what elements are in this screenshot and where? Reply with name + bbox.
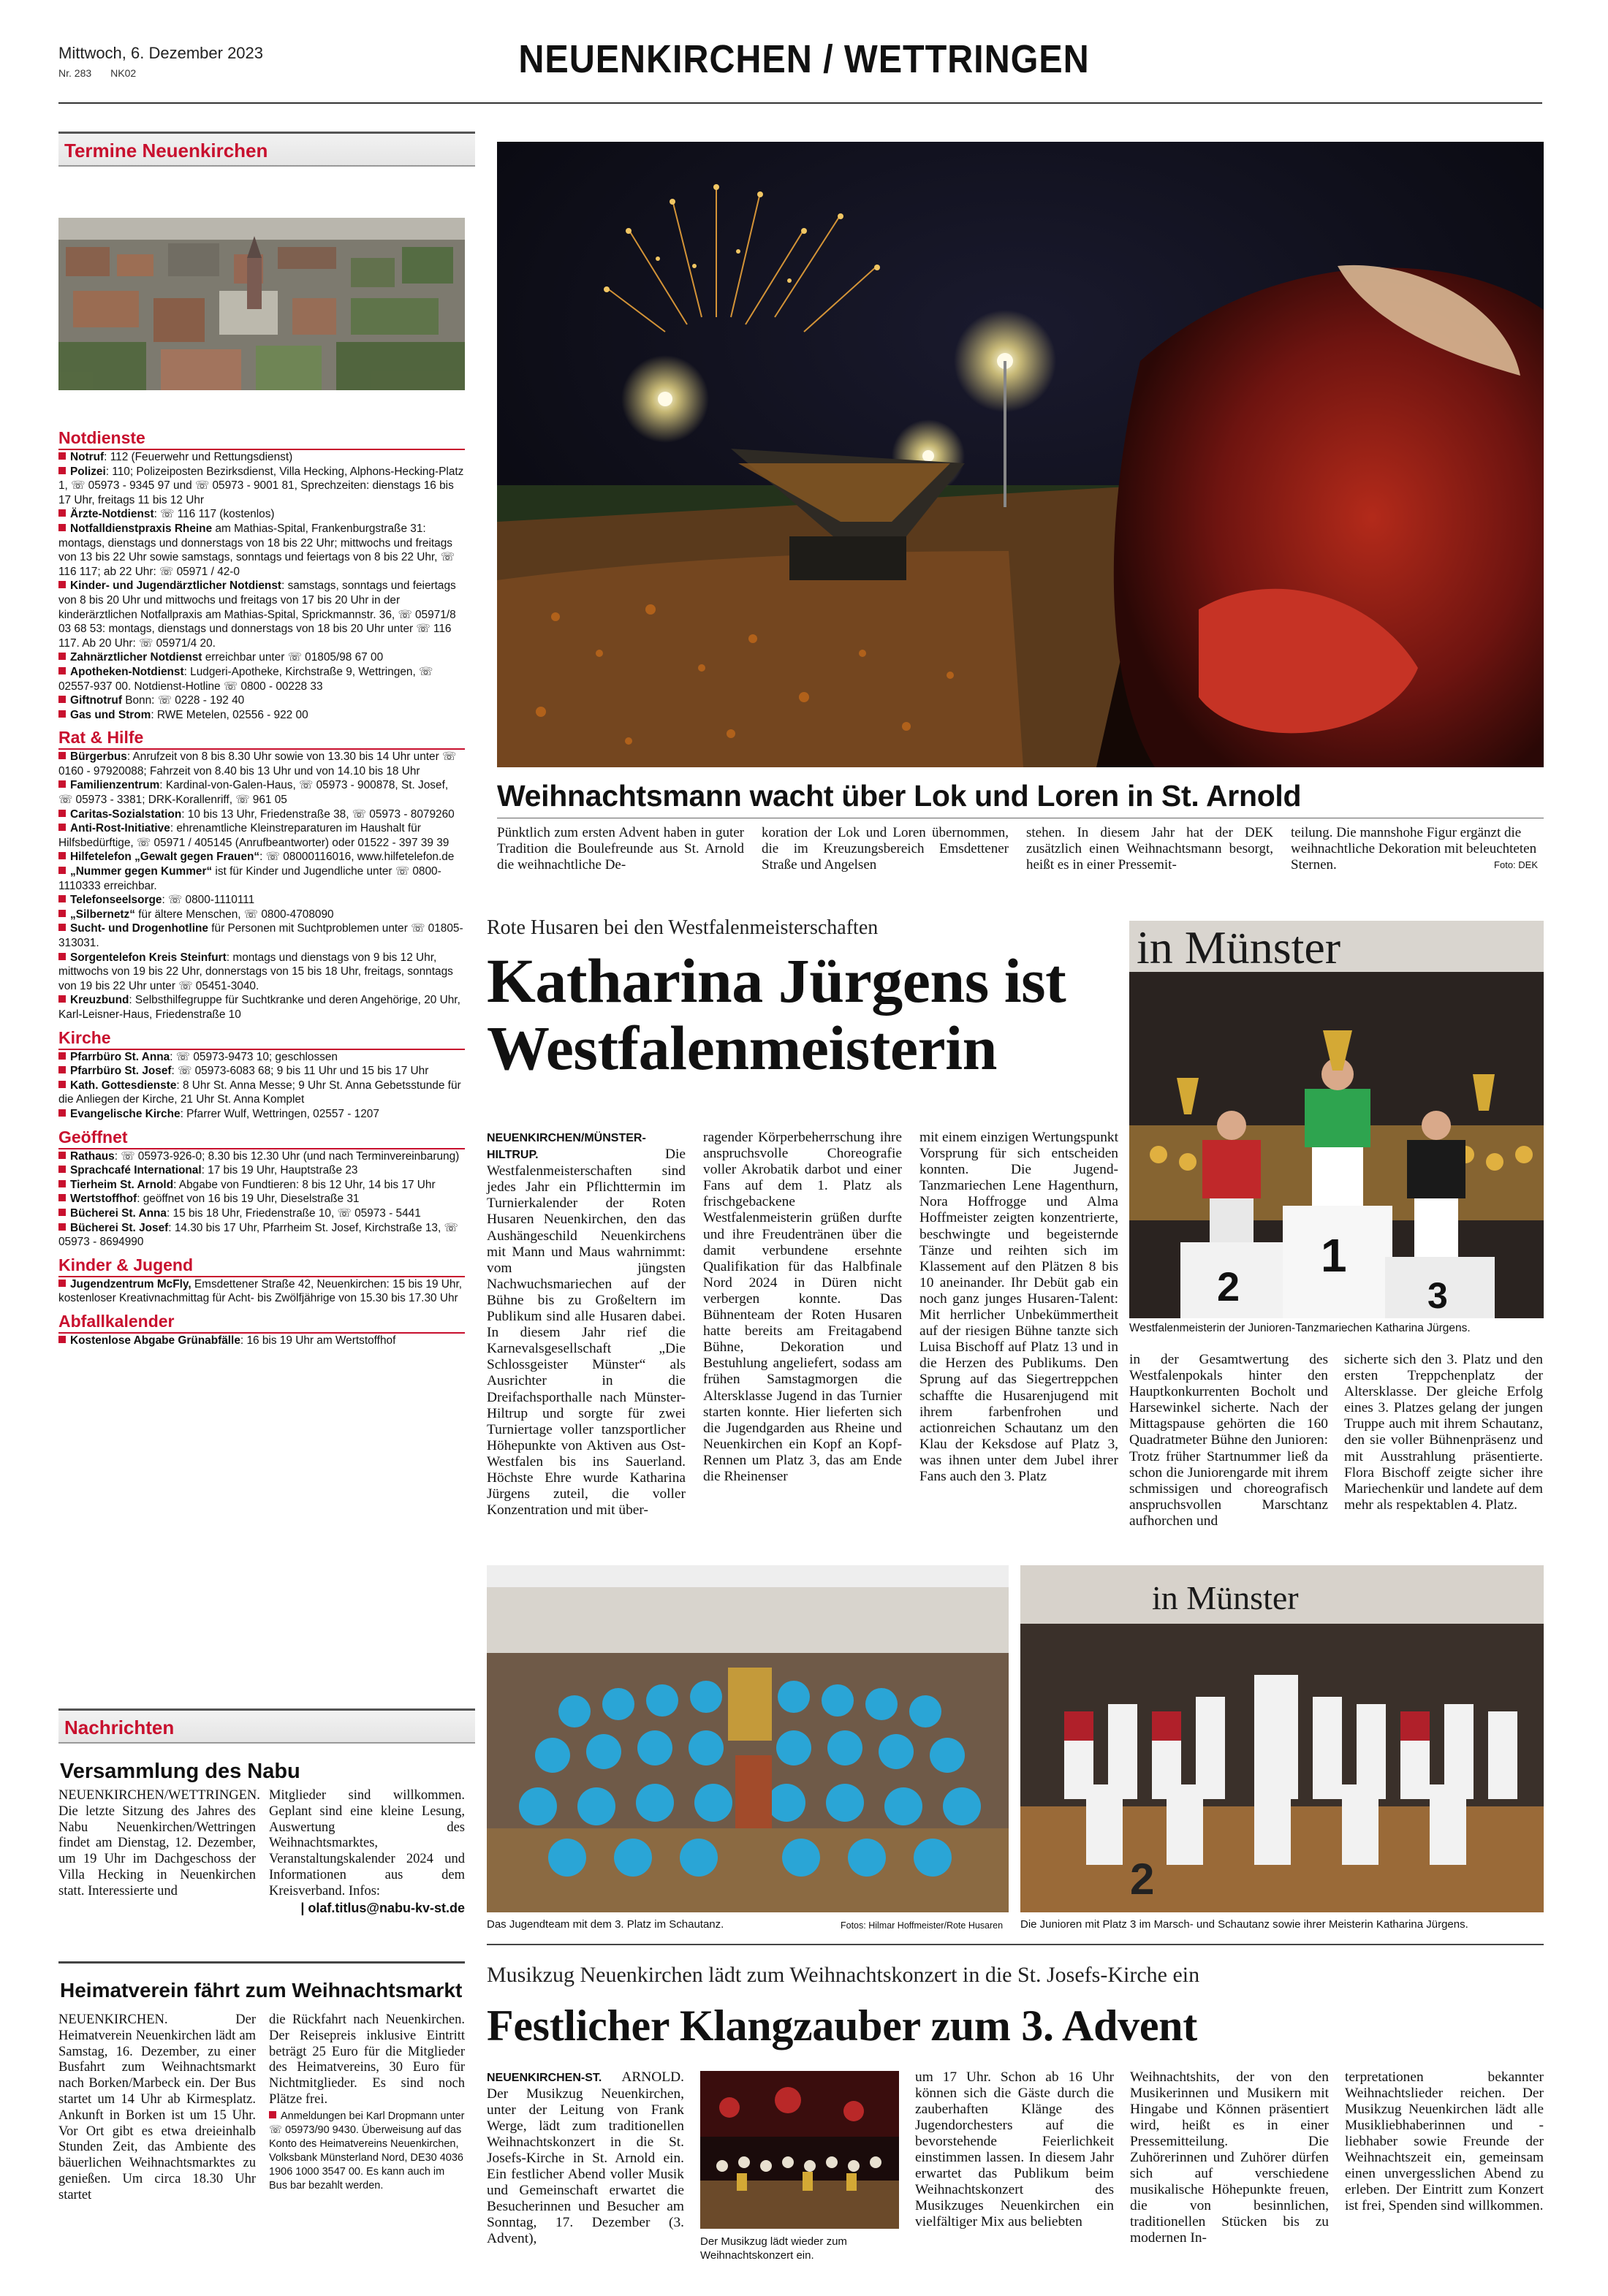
bullet-icon [58,1223,66,1231]
youth-photo-caption: Das Jugendteam mit dem 3. Platz im Schautanz. [487,1918,724,1931]
sidebar-title: Termine Neuenkirchen [64,140,268,161]
concert-col-2: um 17 Uhr. Schon ab 16 Uhr können sich die Gäste durch die zauberhaften Klänge des Jugendorchesters auf die bevorstehende Feierlichkeit einstimmen lassen. In diesem Jahr erwartet das Publikum beim Weihnachtskonzert des Musikzuges Neuenkirchen ein vielfältiger Mix aus beliebten [915,2069,1114,2230]
sidebar-listing-item: Sprachcafé International: 17 bis 19 Uhr, Hauptstraße 23 [58,1163,465,1178]
bullet-icon [58,696,66,703]
orchestra-caption: Der Musikzug lädt wieder zum Weihnachtskonzert ein. [700,2235,847,2262]
bullet-icon [58,524,66,531]
main-story-columns [487,1130,1123,1518]
podium-winner-photo [1129,921,1544,1318]
orchestra-graphic [700,2071,899,2229]
news-item-2-col2: die Rückfahrt nach Neuenkirchen. Der Reisepreis inklusive Eintritt beträgt 25 Euro für die Mitglieder des Heimatvereins, 30 Euro für Nichtmitglieder. Es sind noch Plätze frei. [269,2012,465,2107]
podium-2: 2 [1217,1263,1240,1309]
sidebar-listing-item: Giftnotruf Bonn: ☏ 0228 - 192 40 [58,693,465,708]
news-item-2-note [269,2110,465,2193]
news-item-2-headline: Heimatverein fährt zum Weihnachtsmarkt [60,1979,463,2002]
news-item-1-headline: Versammlung des Nabu [60,1760,300,1783]
header-issue [58,67,136,79]
lead-headline: Weihnachtsmann wacht über Lok und Loren in St. Arnold [497,779,1302,813]
podium-sign-text: in Münster [1137,921,1341,973]
sidebar-listing-item: Pfarrbüro St. Anna: ☏ 05973-9473 10; geschlossen [58,1050,465,1065]
concert-col-3: Weihnachtshits, der von den Musikerinnen und Musikern mit Hingabe und Können präsentiert wird, heißt es in einer Pressemitteilung. Die Zuhörerinnen und Zuhörer dürfen sich auf verschiedene musikalische Höhepunkte freuen, die von besinnlichen, traditionellen Stücken bis zu modernen In- [1130,2069,1329,2246]
sidebar-listing-item: Bücherei St. Josef: 14.30 bis 17 Uhr, Pfarrheim St. Josef, Kirchstraße 13, ☏ 05973 - 8694990 [58,1221,458,1249]
sidebar-section-heading: Notdienste [58,428,465,450]
lead-story [497,779,1544,873]
news-item-1 [58,1760,465,1916]
news-box [58,1708,475,2286]
bullet-icon [58,867,66,874]
sidebar-listing-item: Ärzte-Notdienst: ☏ 116 117 (kostenlos) [58,507,465,522]
bullet-icon [58,1336,66,1343]
juniors-team-photo [1020,1565,1544,1912]
main-col-2: ragender Körperbeherrschung ihre anspruchsvolle Choreografie voller Akrobatik darbot und einer Fans auf dem 1. Platz als frischgebackene Westfalenmeisterin grüßen durfte und ihre Freudentränen über die damit verbundene ersehnte Qualifikation für das Halbfinale Nord 2024 in Düren nicht verbergen konnte. Das Bühnenteam der Roten Husaren hatte bereits am Freitagabend Bühne, Dekoration und Bestuhlung angeliefert, sodass am frühen Samstagmorgen die Altersklasse Jugend in das Turnier starten konnte. Hier lieferten sich die Jugendgarden aus Rheine und Neuenkirchen ein Kopf an Kopf-Rennen um Platz 3, das am Ende die Rheinenser [703,1130,902,1484]
bullet-icon [58,824,66,831]
bullet-icon [58,895,66,902]
lead-photo-santa-locomotive [497,142,1544,767]
sidebar-listing-item: Notruf: 112 (Feuerwehr und Rettungsdienst) [58,450,465,465]
sidebar-section-heading: Kirche [58,1028,465,1050]
aerial-photo-graphic [58,218,465,390]
bullet-icon [58,810,66,817]
sidebar-listing-item: „Silbernetz“ für ältere Menschen, ☏ 0800-4708090 [58,908,465,922]
juniors-sign-text: in Münster [1152,1579,1299,1616]
news-title-bar [58,1708,475,1744]
sidebar-listing-item: Rathaus: ☏ 05973-926-0; 8.30 bis 12.30 Uhr (und nach Terminvereinbarung) [58,1149,465,1164]
bullet-icon [58,953,66,960]
bullet-icon [58,1081,66,1088]
sidebar-section-heading: Geöffnet [58,1128,465,1149]
bullet-icon [58,509,66,517]
sidebar-section-heading: Rat & Hilfe [58,728,465,750]
sidebar-listing-item: Kreuzbund: Selbsthilfegruppe für Suchtkranke und deren Angehörige, 20 Uhr, Karl-Leisner-Haus, Friedenstraße 10 [58,994,460,1021]
news-item-2-note-text: Anmeldungen bei Karl Dropmann unter ☏ 05973/90 9430. Überweisung auf das Konto des Heimatvereins Neuenkirchen, Volksbank Münsterland Nord, DE30 4036 1906 1000 3547 00. Es kann auch im Bus bar bezahlt werden. [269,2110,465,2192]
sidebar-section-heading: Abfallkalender [58,1312,465,1334]
sidebar-listing-item: „Nummer gegen Kummer“ ist für Kinder und Jugendliche unter ☏ 0800-1110333 erreichbar. [58,865,441,892]
bullet-icon [58,995,66,1003]
issue-number: Nr. 283 [58,67,92,79]
bullet-icon [58,1194,66,1201]
sidebar-listing-item: Kath. Gottesdienste: 8 Uhr St. Anna Messe; 9 Uhr St. Anna Gebetsstunde für die Anliegen der Kirche, 21 Uhr St. Anna Komplet [58,1079,461,1106]
sidebar-listing-item: Apotheken-Notdienst: Ludgeri-Apotheke, Kirchstraße 9, Wettringen, ☏ 02557-937 00. Notdienst-Hotline ☏ 0800 - 00228 33 [58,665,433,693]
header-rule [58,102,1542,104]
main-story-columns-right [1129,1352,1544,1529]
edition-code: NK02 [110,67,137,79]
bullet-icon [58,1109,66,1117]
sidebar-listing-item: Sucht- und Drogenhotline für Personen mit Suchtproblemen unter ☏ 01805-313031. [58,922,463,949]
news-item-2 [58,1979,465,2204]
bullet-icon [58,710,66,718]
podium-1: 1 [1321,1229,1347,1282]
juniors-podium-2: 2 [1130,1855,1155,1904]
concert-divider [487,1944,1544,1945]
bullet-icon [58,1166,66,1173]
concert-columns [487,2069,1544,2262]
bullet-icon [58,852,66,859]
bullet-icon [58,1152,66,1159]
sidebar-title-bar [58,132,475,167]
main-col-3: mit einem einzigen Wertungspunkt Vorsprung für sich entscheiden konnten. Die Jugend-Tanzmariechen Lene Hagenthurn, Nora Hoffrogge und Alma Hoffmeister zeigten konzentrierte, beschwingte und begeisternde Tänze und reihten sich im Klassement auf den Plätzen 8 bis 10 aneinander. Ihr Debüt gab ein noch ganz junges Husaren-Talent: Mit herrlicher Unbekümmertheit auf der riesigen Bühne tanzte sich Luisa Bischoff auf Platz 13 und in die Herzen des Publikums. Den Sprung auf das Siegertreppchen schaffte die Husarenjugend mit ihrem farbenfrohen und actionreichen Schautanz um den Klau der Keksdose auf Platz 3, was ihnen unter dem Jubel ihrer Fans auch den 3. Platz [919,1130,1118,1484]
bullet-icon [58,667,66,674]
concert-headline: Festlicher Klangzauber zum 3. Advent [487,2002,1197,2050]
lead-photo-credit: Foto: DEK [1494,859,1538,870]
sidebar-listing-item: Bücherei St. Anna: 15 bis 18 Uhr, Friedenstraße 10, ☏ 05973 - 5441 [58,1206,465,1221]
bullet-icon [58,653,66,660]
sidebar-listing-item: Jugendzentrum McFly, Emsdettener Straße 42, Neuenkirchen: 15 bis 19 Uhr, kostenloser Kreativnachmittag für Acht- bis Zwölfjährige von 15.30 bis 17.30 Uhr [58,1277,463,1305]
podium-3: 3 [1427,1275,1448,1316]
lead-col-4: teilung. Die mannshohe Figur ergänzt die weihnachtliche Dekoration mit beleuchteten Sternen. [1291,825,1537,873]
juniors-team-graphic [1020,1565,1544,1912]
bullet-icon [58,1209,66,1216]
sidebar-listing-item: Sorgentelefon Kreis Steinfurt: montags und dienstags von 9 bis 12 Uhr, mittwochs von 19 bis 22 Uhr, donnerstags von 15 bis 18 Uhr, freitags, sonntags von 19 bis 22 Uhr unter ☏ 05451-3040. [58,951,453,992]
news-divider [58,1961,465,1964]
sidebar-listing-item: Gas und Strom: RWE Metelen, 02556 - 922 00 [58,708,465,723]
main-col-4: in der Gesamtwertung des Westfalenpokals hinter den Hauptkonkurrenten Bocholt und Harsewinkel sicherte. Nach der Mittagspause gehörten die 160 Quadratmeter Bühne den Junioren: Trotz früher Startnummer ließ da schon die Juniorengarde mit ihrem schmissigen und choreografisch anspruchsvollen Marschtanz aufhorchen und [1129,1352,1328,1529]
sidebar-listing-item: Bürgerbus: Anrufzeit von 8 bis 8.30 Uhr sowie von 13.30 bis 14 Uhr unter ☏ 0160 - 97920088; Fahrzeit von 8.40 bis 13 Uhr und von 14.10 bis 18 Uhr [58,750,457,778]
news-item-1-col1: NEUENKIRCHEN/WETTRINGEN. Die letzte Sitzung des Jahres des Nabu Neuenkirchen/Wettringen findet am Dienstag, 12. Dezember, um 19 Uhr im Dachgeschoss der Villa Hecking in Neuenkirchen statt. Interessierte und [58,1788,260,1898]
bullet-icon [58,752,66,759]
bullet-icon [58,1180,66,1187]
sidebar-listing-item: Evangelische Kirche: Pfarrer Wulf, Wettringen, 02557 - 1207 [58,1107,465,1122]
sidebar-listing-item: Hilfetelefon „Gewalt gegen Frauen“: ☏ 08000116016, www.hilfetelefon.de [58,850,465,864]
main-col-1: NEUENKIRCHEN/MÜNSTER-HILTRUP. Die Westfalenmeisterschaften sind jedes Jahr ein Pflichttermin im Turnierkalender der Roten Husaren Neuenkirchen, den das Aushängeschild Neuenkirchens mit Mann und Maus wahrnimmt: vom jüngsten Nachwuchsmariechen auf der Bühne bis zu Großeltern im Publikum sind alle Husaren dabei. In diesem Jahr rief die Karnevalsgesellschaft „Die Schlossgeister Münster“ als Ausrichter in die Dreifachsporthalle nach Münster-Hiltrup und sorgte für zwei Turniertage voller tanzsportlicher Höhepunkte von Aktiven aus Ost-Westfalen bis ins Sauerland. Höchste Ehre wurde Katharina Jürgens zuteil, die voller Konzentration und mit über- [487,1132,686,1518]
sidebar-listing-item: Notfalldienstpraxis Rheine am Mathias-Spital, Frankenburgstraße 31: montags, dienstags und donnerstags von 18 bis 22 Uhr; mittwochs und freitags von 13 bis 22 Uhr sowie samstags, sonntags und feiertags von 8 bis 22 Uhr, ☏ 116 117; ab 22 Uhr: ☏ 05971 / 42-0 [58,522,455,578]
concert-col-4: terpretationen bekannter Weihnachtslieder reichen. Der Musikzug Neuenkirchen lädt alle Musikliebhaberinnen und -liebhaber sowie Freunde der Weihnachtszeit ein, gemeinsam einen unvergesslichen Abend zu erleben. Der Eintritt zum Konzert ist frei, Spenden sind willkommen. [1345,2069,1544,2213]
youth-team-graphic [487,1565,1009,1912]
news-title: Nachrichten [64,1717,175,1738]
main-col-5: sicherte sich den 3. Platz und den ersten Treppchenplatz der Altersklasse. Der gleiche Erfolg eines 3. Platzes gelang der jungen Truppe auch mit ihrem Schautanz, den sie voller Bühnenpräsenz und mit Ausstrahlung präsentierte. Flora Bischoff zeigte sicher ihre Mariechenkür und landete auf dem mehr als respektablen 4. Platz. [1344,1352,1543,1513]
sidebar-listing-item: Telefonseelsorge: ☏ 0800-1110111 [58,893,465,908]
news-item-1-col2: Mitglieder sind willkommen. Geplant sind eine kleine Lesung, Auswertung des Weihnachtsmarktes, Veranstaltungskalender 2024 und Informationen aus dem Kreisverband. Infos: [269,1788,465,1898]
bullet-icon [58,1280,66,1287]
juniors-photo-caption: Die Junioren mit Platz 3 im Marsch- und Schautanz sowie ihrer Meisterin Katharina Jürgens. [1020,1918,1468,1931]
bullet-icon [58,924,66,931]
bullet-icon [58,452,66,460]
sidebar-listing-item: Kinder- und Jugendärztlicher Notdienst: samstags, sonntags und feiertags von 8 bis 20 Uhr und mittwochs und freitags von 17 bis 20 Uhr in der kinderärztlichen Notfallpraxis am Mathias-Spital, Sprickmannstr. 36, ☏ 05971/8 03 68 53: montags, dienstags und donnerstags von 18 bis 20 Uhr unter ☏ 116 117. Ab 20 Uhr: ☏ 05971/4 20. [58,579,456,650]
sidebar [58,132,475,1717]
concert-col-1: NEUENKIRCHEN-ST. ARNOLD. Der Musikzug Neuenkirchen, unter der Leitung von Frank Werge, lädt zum traditionellen Weihnachtskonzert in die St. Josefs-Kirche in St. Arnold ein. Ein festlicher Abend voller Musik und Gemeinschaft erwartet die Besucherinnen und Besucher am Sonntag, 17. Dezember (3. Advent), [487,2069,684,2246]
sidebar-listing-item: Caritas-Sozialstation: 10 bis 13 Uhr, Friedenstraße 38, ☏ 05973 - 8079260 [58,807,465,822]
lead-col-2: koration der Lok und Loren übernommen, die im Kreuzungsbereich Emsdettener Straße und Angelsen [762,825,1009,873]
page-title: NEUENKIRCHEN / WETTRINGEN [518,37,1090,81]
news-item-1-contact: | olaf.titlus@nabu-kv-st.de [300,1900,465,1915]
aerial-town-photo [58,218,465,390]
bottom-photos-credit: Fotos: Hilmar Hoffmeister/Rote Husaren [841,1920,1004,1931]
youth-team-photo [487,1565,1009,1912]
bullet-icon [269,2111,276,2118]
sidebar-listing-item: Wertstoffhof: geöffnet von 16 bis 19 Uhr, Dieselstraße 31 [58,1192,465,1206]
main-headline: Katharina Jürgens ist Westfalenmeisterin [487,946,1066,1083]
sidebar-listing-item: Polizei: 110; Polizeiposten Bezirksdienst, Villa Hecking, Alphons-Hecking-Platz 1, ☏ 05973 - 9345 97 und ☏ 05973 - 9001 81, Sprechzeiten: dienstags 16 bis 17 Uhr, freitags 11 bis 12 Uhr [58,465,464,506]
lead-col-3: stehen. In diesem Jahr hat der DEK zusätzlich einen Weihnachtsmann besorgt, heißt es in einer Pressemit- [1026,825,1273,873]
bullet-icon [58,1066,66,1073]
podium-photo-caption: Westfalenmeisterin der Junioren-Tanzmariechen Katharina Jürgens. [1129,1322,1471,1334]
sidebar-listing-item: Pfarrbüro St. Josef: ☏ 05973-6083 68; 9 bis 11 Uhr und 15 bis 17 Uhr [58,1064,465,1079]
bullet-icon [58,780,66,788]
lead-col-1: Pünktlich zum ersten Advent haben in guter Tradition die Boulefreunde aus St. Arnold die weihnachtliche De- [497,825,744,873]
orchestra-photo [700,2071,899,2229]
news-item-2-col1: NEUENKIRCHEN. Der Heimatverein Neuenkirchen lädt am Samstag, 16. Dezember, zu einer Busfahrt zum Weihnachtsmarkt nach Borken/Marbeck ein. Der Bus startet um 14 Uhr ab Kirmesplatz. Ankunft in Borken ist um 15 Uhr. Vor Ort gibt es etwa dreieinhalb Stunden Zeit, das Ambiente des bäuerlichen Weihnachtsmarktes zu genießen. Um circa 18.30 Uhr startet [58,2012,256,2202]
sidebar-listing-item: Anti-Rost-Initiative: ehrenamtliche Kleinstreparaturen im Haushalt für Hilfsbedürftige, ☏ 05971 / 405145 (Anrufbeantworter) oder 01522 - 397 39 39 [58,822,450,849]
bullet-icon [58,467,66,474]
lead-photo-graphic [497,142,1544,767]
bullet-icon [58,910,66,917]
sidebar-listing-item: Kostenlose Abgabe Grünabfälle: 16 bis 19 Uhr am Wertstoffhof [58,1334,465,1348]
header-date: Mittwoch, 6. Dezember 2023 [58,44,264,62]
sidebar-listing-item: Tierheim St. Arnold: Abgabe von Fundtieren: 8 bis 12 Uhr, 14 bis 17 Uhr [58,1178,465,1193]
sidebar-listing-item: Familienzentrum: Kardinal-von-Galen-Haus, ☏ 05973 - 900878, St. Josef, ☏ 05973 - 3381; DRK-Korallenriff, ☏ 961 05 [58,779,449,807]
bullet-icon [58,1052,66,1060]
main-kicker: Rote Husaren bei den Westfalenmeisterschaften [487,916,879,939]
concert-kicker: Musikzug Neuenkirchen lädt zum Weihnachtskonzert in die St. Josefs-Kirche ein [487,1963,1200,1987]
bullet-icon [58,581,66,588]
sidebar-listing-item: Zahnärztlicher Notdienst erreichbar unter ☏ 01805/98 67 00 [58,650,465,665]
sidebar-section-heading: Kinder & Jugend [58,1255,465,1277]
sidebar-listings [58,422,465,1347]
podium-photo-graphic [1129,921,1544,1318]
